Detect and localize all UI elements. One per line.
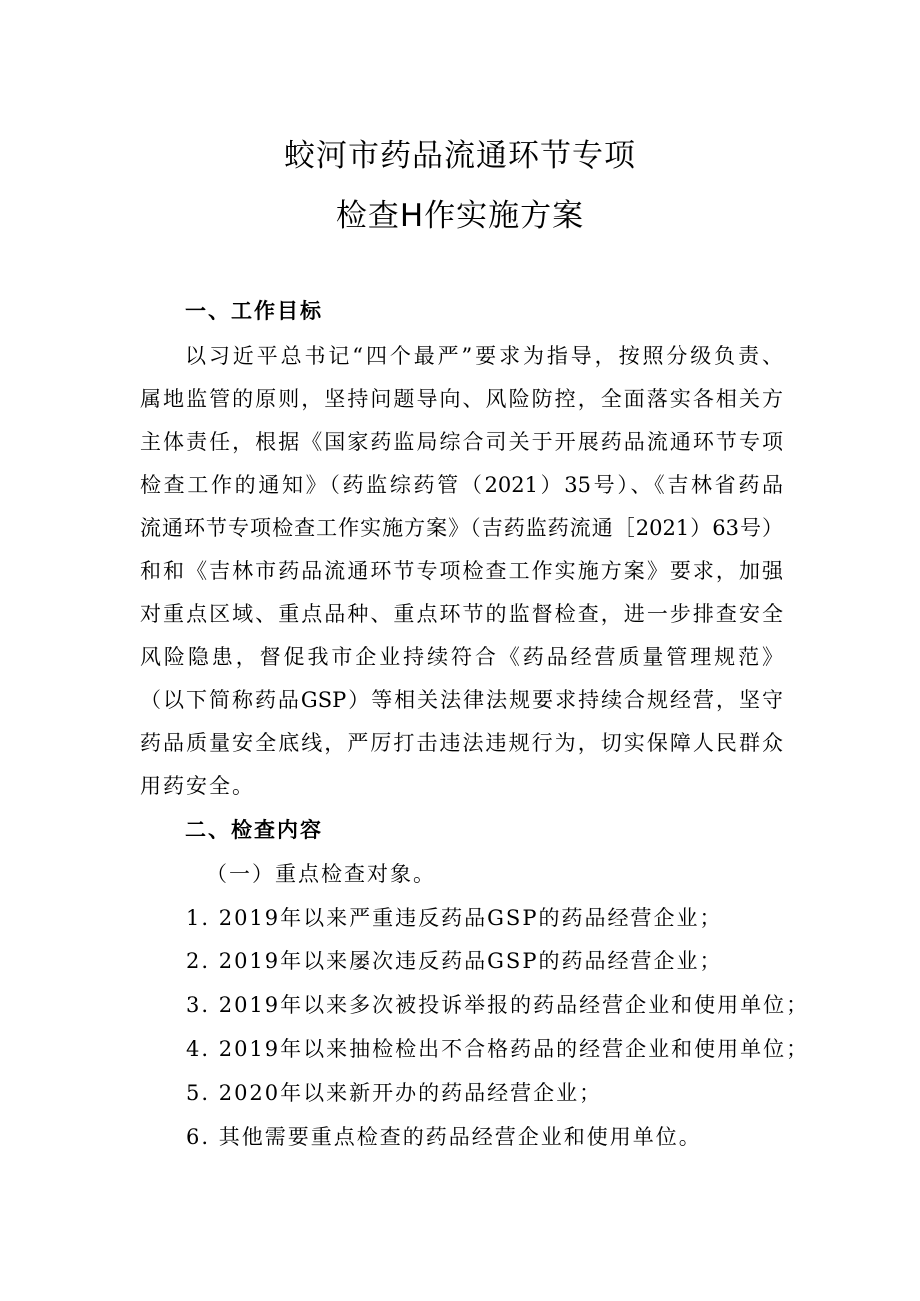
paragraph-line: 检查工作的通知》（药监综药管（2021）35号）、《吉林省药品 bbox=[140, 473, 783, 497]
list-item: 1. 2019年以来严重违反药品GSP的药品经营企业； bbox=[186, 906, 723, 930]
paragraph-line: 流通环节专项检查工作实施方案》（吉药监药流通［2021）63号） bbox=[140, 516, 783, 540]
paragraph-line: 药品质量安全底线，严厉打击违法违规行为，切实保障人民群众 bbox=[140, 731, 783, 755]
document-title-line-1: 蛟河市药品流通环节专项 bbox=[284, 138, 636, 174]
list-item: 5. 2020年以来新开办的药品经营企业； bbox=[186, 1081, 603, 1105]
paragraph-line: 和和《吉林市药品流通环节专项检查工作实施方案》要求，加强 bbox=[140, 559, 783, 583]
list-item: 2. 2019年以来屡次违反药品GSP的药品经营企业； bbox=[186, 949, 723, 973]
paragraph-line: 风险隐患，督促我市企业持续符合《药品经营质量管理规范》 bbox=[140, 645, 783, 669]
paragraph-line: 对重点区域、重点品种、重点环节的监督检查，进一步排查安全 bbox=[140, 602, 783, 626]
list-item: 6. 其他需要重点检查的药品经营企业和使用单位。 bbox=[186, 1125, 702, 1149]
section-1-heading: 一、工作目标 bbox=[185, 299, 323, 323]
section-2-subheading: （一）重点检查对象。 bbox=[206, 862, 436, 886]
paragraph-line: 主体责任，根据《国家药监局综合司关于开展药品流通环节专项 bbox=[140, 430, 783, 454]
paragraph-line: 用药安全。 bbox=[140, 774, 255, 798]
paragraph-line: （以下简称药品GSP）等相关法律法规要求持续合规经营，坚守 bbox=[140, 688, 783, 712]
list-item: 4. 2019年以来抽检检出不合格药品的经营企业和使用单位； bbox=[186, 1037, 810, 1061]
paragraph-line: 以习近平总书记“四个最严”要求为指导，按照分级负责、 bbox=[185, 344, 783, 368]
document-title-line-2: 检查H作实施方案 bbox=[335, 198, 585, 234]
paragraph-line: 属地监管的原则，坚持问题导向、风险防控，全面落实各相关方 bbox=[140, 387, 783, 411]
list-item: 3. 2019年以来多次被投诉举报的药品经营企业和使用单位； bbox=[186, 993, 810, 1017]
section-2-heading: 二、检查内容 bbox=[185, 818, 323, 842]
